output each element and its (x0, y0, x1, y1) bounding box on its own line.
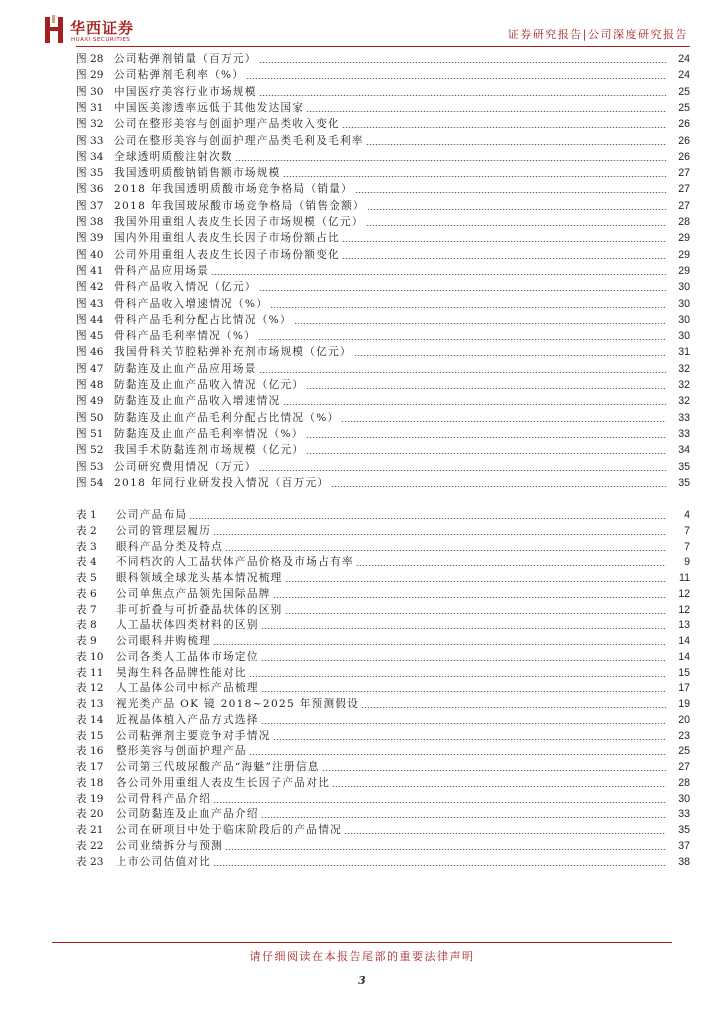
entry-page-number: 23 (678, 729, 690, 742)
dot-leader (366, 144, 666, 145)
entry-page-number: 30 (678, 330, 690, 343)
entry-label: 表 5 (76, 572, 97, 584)
figure-entry[interactable] (76, 116, 690, 132)
entry-label: 表 20 (76, 808, 104, 821)
figure-entry[interactable] (76, 214, 690, 230)
entry-title: 公司业绩拆分与预测 (116, 839, 224, 852)
table-entry[interactable] (76, 602, 690, 618)
entry-title: 公司粘弹剂销量（百万元） (114, 53, 257, 65)
table-entry[interactable] (76, 775, 690, 791)
entry-title: 公司产品布局 (116, 509, 188, 521)
entry-label: 图 42 (76, 281, 104, 294)
entry-page-number: 33 (678, 808, 690, 821)
entry-title: 公司在整形美容与创面护理产品类收入变化 (114, 118, 340, 131)
entry-label: 图 29 (76, 69, 104, 82)
entry-page-number: 26 (678, 150, 690, 163)
entry-page-number: 33 (678, 411, 690, 424)
entry-page-number: 4 (684, 509, 690, 521)
dot-leader (189, 518, 666, 519)
table-entry[interactable] (76, 806, 690, 822)
entry-label: 图 33 (76, 134, 104, 147)
entry-label: 图 34 (76, 150, 104, 163)
entry-page-number: 31 (678, 346, 690, 359)
entry-title: 全球透明质酸注射次数 (114, 150, 233, 163)
entry-title: 2018 年我国透明质酸市场竞争格局（销量） (114, 183, 354, 196)
table-entry[interactable] (76, 649, 690, 665)
dot-leader (246, 78, 666, 79)
entry-label: 图 28 (76, 53, 104, 65)
entry-title: 2018 年我国玻尿酸市场竞争格局（销售金额） (114, 199, 365, 212)
dot-leader (367, 209, 666, 210)
entry-page-number: 35 (678, 460, 690, 473)
entry-page-number: 7 (684, 540, 690, 553)
entry-label: 图 37 (76, 199, 104, 212)
entry-title: 人工晶体公司中标产品梳理 (116, 682, 259, 695)
entry-title: 我国手术防黏连剂市场规模（亿元） (114, 444, 305, 457)
dot-leader (261, 628, 666, 629)
dot-leader (213, 534, 666, 535)
entry-page-number: 9 (684, 556, 690, 569)
dot-leader (235, 160, 666, 161)
entry-label: 表 10 (76, 650, 104, 663)
entry-label: 图 41 (76, 264, 104, 277)
entry-page-number: 29 (678, 264, 690, 277)
entry-label: 表 2 (76, 524, 97, 537)
entry-label: 图 52 (76, 444, 104, 457)
entry-title: 公司单焦点产品领先国际品牌 (116, 587, 271, 600)
entry-label: 表 23 (76, 855, 104, 868)
entry-page-number: 25 (678, 85, 690, 98)
entry-label: 表 8 (76, 619, 97, 632)
entry-label: 图 30 (76, 85, 104, 98)
page-header (0, 0, 724, 52)
figure-entry[interactable] (76, 279, 690, 295)
dot-leader (283, 404, 666, 405)
dot-leader (283, 176, 666, 177)
table-entry[interactable] (76, 791, 690, 807)
entry-label: 表 15 (76, 729, 104, 742)
dot-leader (344, 833, 666, 834)
entry-page-number: 29 (678, 232, 690, 245)
table-entry[interactable] (76, 728, 690, 744)
dot-leader (306, 111, 666, 112)
table-entry[interactable] (76, 712, 690, 728)
company-logo (44, 15, 174, 49)
entry-title: 视光类产品 OK 镜 2018~2025 年预测假设 (116, 698, 360, 710)
entry-page-number: 35 (678, 824, 690, 836)
header-divider (76, 46, 690, 47)
entry-page-number: 32 (678, 379, 690, 391)
entry-label: 图 49 (76, 395, 104, 408)
figure-entry[interactable] (76, 100, 690, 116)
dot-leader (259, 95, 666, 96)
entry-title: 各公司外用重组人表皮生长因子产品对比 (116, 776, 331, 789)
entry-title: 骨科产品收入情况（亿元） (114, 281, 257, 294)
dot-leader (261, 817, 666, 818)
dot-leader (354, 355, 666, 356)
figure-entry[interactable] (76, 149, 690, 165)
dot-leader (294, 323, 666, 324)
entry-page-number: 27 (678, 167, 690, 180)
figure-entry[interactable] (76, 393, 690, 409)
entry-title: 近视晶体植入产品方式选择 (116, 713, 259, 726)
entry-label: 表 18 (76, 776, 104, 789)
table-entry[interactable] (76, 838, 690, 854)
entry-title: 防黏连及止血产品应用场景 (114, 362, 257, 375)
entry-page-number: 12 (678, 587, 690, 600)
entry-title: 公司研究费用情况（万元） (114, 460, 257, 473)
entry-label: 表 7 (76, 603, 97, 616)
entry-label: 表 4 (76, 556, 97, 569)
dot-leader (306, 453, 666, 454)
table-entry[interactable] (76, 680, 690, 696)
figure-entry[interactable] (76, 377, 690, 393)
dot-leader (259, 290, 666, 291)
entry-label: 表 13 (76, 698, 104, 710)
entry-title: 眼科产品分类及特点 (116, 540, 224, 553)
table-entry[interactable] (76, 633, 690, 649)
huaxi-logo-icon (44, 15, 66, 45)
entry-label: 图 31 (76, 101, 104, 114)
entry-title: 公司防黏连及止血产品介绍 (116, 808, 259, 821)
entry-label: 图 39 (76, 232, 104, 245)
dot-leader (355, 192, 666, 193)
entry-page-number: 32 (678, 362, 690, 375)
entry-label: 表 11 (76, 666, 104, 679)
dot-leader (249, 676, 666, 677)
entry-title: 整形美容与创面护理产品 (116, 745, 247, 758)
entry-label: 图 53 (76, 460, 104, 473)
dot-leader (259, 62, 666, 63)
entry-label: 表 12 (76, 682, 104, 695)
entry-label: 表 6 (76, 587, 97, 600)
entry-label: 表 9 (76, 635, 97, 647)
entry-label: 图 32 (76, 118, 104, 131)
dot-leader (342, 127, 666, 128)
entry-page-number: 7 (684, 524, 690, 537)
dot-leader (322, 770, 666, 771)
dot-leader (341, 421, 666, 422)
figure-entry[interactable] (76, 296, 690, 312)
entry-page-number: 35 (678, 476, 690, 489)
dot-leader (261, 660, 666, 661)
entry-title: 我国透明质酸钠销售额市场规模 (114, 167, 281, 180)
table-entry[interactable] (76, 507, 690, 523)
entry-label: 图 35 (76, 167, 104, 180)
entry-label: 图 44 (76, 313, 104, 326)
table-entry[interactable] (76, 822, 690, 838)
entry-title: 骨科产品收入增速情况（%） (114, 297, 269, 310)
dot-leader (366, 225, 666, 226)
table-entry[interactable] (76, 759, 690, 775)
figure-entry[interactable] (76, 230, 690, 246)
dot-leader (213, 865, 666, 866)
entry-page-number: 11 (679, 572, 690, 584)
entry-page-number: 29 (678, 248, 690, 261)
entry-title: 我国骨科关节腔粘弹补充剂市场规模（亿元） (114, 346, 352, 359)
dot-leader (342, 241, 666, 242)
dot-leader (273, 597, 666, 598)
report-type-label: 证券研究报告|公司深度研究报告 (507, 28, 688, 41)
dot-leader (261, 691, 666, 692)
entry-page-number: 38 (678, 855, 690, 868)
entry-label: 图 46 (76, 346, 104, 359)
table-entry[interactable] (76, 617, 690, 633)
logo-english-name: HUAXI SECURITIES (71, 37, 131, 43)
figure-entry[interactable] (76, 198, 690, 214)
dot-leader (273, 739, 666, 740)
entry-page-number: 26 (678, 134, 690, 147)
dot-leader (225, 849, 666, 850)
entry-title: 防黏连及止血产品收入增速情况 (114, 395, 281, 408)
table-entry[interactable] (76, 665, 690, 681)
entry-label: 表 22 (76, 839, 104, 852)
figure-entry[interactable] (76, 426, 690, 442)
entry-label: 表 14 (76, 713, 104, 726)
entry-label: 图 54 (76, 476, 104, 489)
entry-page-number: 28 (678, 776, 690, 789)
dot-leader (342, 258, 666, 259)
dot-leader (306, 388, 666, 389)
dot-leader (249, 754, 666, 755)
figure-entry[interactable] (76, 361, 690, 377)
entry-title: 骨科产品毛利分配占比情况（%） (114, 313, 292, 326)
entry-title: 国内外用重组人表皮生长因子市场份额占比 (114, 232, 340, 245)
entry-label: 表 3 (76, 540, 97, 553)
entry-title: 公司眼科并购梳理 (116, 635, 212, 647)
legal-notice: 请仔细阅读在本报告尾部的重要法律声明 (249, 950, 475, 963)
entry-title: 眼科领域全球龙头基本情况梳理 (116, 572, 283, 584)
entry-label: 图 38 (76, 216, 104, 228)
entry-title: 人工晶状体四类材料的区别 (116, 619, 259, 632)
entry-title: 中国医美渗透率远低于其他发达国家 (114, 101, 305, 114)
entry-page-number: 30 (678, 792, 690, 805)
footer-divider (52, 942, 672, 943)
figure-entry[interactable] (76, 84, 690, 100)
logo-chinese-name: 华西证券 (70, 19, 135, 37)
entry-page-number: 14 (678, 650, 690, 663)
entry-title: 骨科产品毛利率情况（%） (114, 330, 257, 343)
entry-title: 公司在整形美容与创面护理产品类毛利及毛利率 (114, 134, 364, 147)
entry-label: 图 45 (76, 330, 104, 343)
entry-page-number: 30 (678, 281, 690, 294)
figure-entry[interactable] (76, 165, 690, 181)
entry-label: 表 17 (76, 761, 104, 773)
entry-title: 2018 年同行业研发投入情况（百万元） (114, 476, 330, 489)
entry-title: 公司各类人工晶体市场定位 (116, 650, 259, 663)
figure-entry[interactable] (76, 459, 690, 475)
dot-leader (213, 644, 666, 645)
figure-entry[interactable] (76, 328, 690, 344)
dot-leader (270, 307, 666, 308)
entry-title: 公司外用重组人表皮生长因子市场份额变化 (114, 248, 340, 261)
figure-entry[interactable] (76, 442, 690, 458)
entry-label: 表 19 (76, 792, 104, 805)
dot-leader (213, 802, 666, 803)
dot-leader (285, 613, 666, 614)
dot-leader (361, 707, 666, 708)
entry-page-number: 33 (678, 427, 690, 440)
dot-leader (261, 723, 666, 724)
entry-label: 表 21 (76, 824, 104, 836)
dot-leader (258, 339, 666, 340)
entry-label: 表 1 (76, 509, 97, 521)
dot-leader (285, 581, 666, 582)
figure-entry[interactable] (76, 181, 690, 197)
figure-entry[interactable] (76, 475, 690, 491)
entry-title: 上市公司估值对比 (116, 855, 212, 868)
entry-label: 图 36 (76, 183, 104, 196)
table-entry[interactable] (76, 696, 690, 712)
entry-title: 公司的管理层履历 (116, 524, 212, 537)
figure-entry[interactable] (76, 133, 690, 149)
entry-page-number: 30 (678, 297, 690, 310)
entry-title: 骨科产品应用场景 (114, 264, 210, 277)
figure-entry[interactable] (76, 410, 690, 426)
entry-page-number: 15 (678, 666, 690, 679)
dot-leader (211, 274, 666, 275)
entry-page-number: 14 (678, 635, 690, 647)
entry-title: 中国医疗美容行业市场规模 (114, 85, 257, 98)
figure-entry[interactable] (76, 247, 690, 263)
entry-page-number: 20 (678, 713, 690, 726)
entry-page-number: 24 (678, 53, 690, 65)
figure-entry[interactable] (76, 67, 690, 83)
table-entry[interactable] (76, 523, 690, 539)
entry-page-number: 27 (678, 183, 690, 196)
dot-leader (306, 437, 666, 438)
entry-title: 防黏连及止血产品毛利率情况（%） (114, 427, 304, 440)
figure-entry[interactable] (76, 344, 690, 360)
entry-label: 图 51 (76, 427, 104, 440)
entry-title: 公司第三代玻尿酸产品“海魅”注册信息 (116, 761, 320, 773)
entry-page-number: 17 (678, 682, 690, 695)
entry-page-number: 28 (678, 216, 690, 228)
entry-page-number: 30 (678, 313, 690, 326)
entry-title: 公司粘弹剂主要竞争对手情况 (116, 729, 271, 742)
dot-leader (331, 486, 666, 487)
dot-leader (332, 786, 666, 787)
entry-page-number: 25 (678, 101, 690, 114)
entry-page-number: 32 (678, 395, 690, 408)
dot-leader (259, 372, 666, 373)
entry-title: 公司在研项目中处于临床阶段后的产品情况 (116, 824, 342, 836)
entry-page-number: 37 (678, 839, 690, 852)
entry-title: 昊海生科各品牌性能对比 (116, 666, 247, 679)
entry-label: 图 47 (76, 362, 104, 375)
entry-label: 图 40 (76, 248, 104, 261)
entry-page-number: 34 (678, 444, 690, 457)
dot-leader (225, 550, 666, 551)
table-entry[interactable] (76, 743, 690, 759)
entry-page-number: 24 (678, 69, 690, 82)
entry-title: 我国外用重组人表皮生长因子市场规模（亿元） (114, 216, 364, 228)
page-number: 3 (358, 974, 366, 987)
figure-entry[interactable] (76, 263, 690, 279)
figure-entry[interactable] (76, 51, 690, 67)
table-entry[interactable] (76, 539, 690, 555)
entry-page-number: 25 (678, 745, 690, 758)
entry-label: 图 48 (76, 379, 104, 391)
entry-page-number: 26 (678, 118, 690, 131)
entry-page-number: 27 (678, 761, 690, 773)
entry-title: 公司骨科产品介绍 (116, 792, 212, 805)
entry-page-number: 12 (678, 603, 690, 616)
figure-entry[interactable] (76, 312, 690, 328)
entry-label: 图 50 (76, 411, 104, 424)
entry-page-number: 19 (678, 698, 690, 710)
entry-title: 公司粘弹剂毛利率（%） (114, 69, 245, 82)
dot-leader (259, 470, 666, 471)
entry-page-number: 27 (678, 199, 690, 212)
entry-title: 防黏连及止血产品收入情况（亿元） (114, 379, 305, 391)
dot-leader (356, 565, 666, 566)
entry-page-number: 13 (678, 619, 690, 632)
entry-title: 防黏连及止血产品毛利分配占比情况（%） (114, 411, 340, 424)
table-entry[interactable] (76, 854, 690, 870)
entry-title: 非可折叠与可折叠晶状体的区别 (116, 603, 283, 616)
table-entry[interactable] (76, 570, 690, 586)
entry-label: 表 16 (76, 745, 104, 758)
table-entry[interactable] (76, 586, 690, 602)
entry-label: 图 43 (76, 297, 104, 310)
entry-title: 不同档次的人工晶状体产品价格及市场占有率 (116, 556, 354, 569)
table-entry[interactable] (76, 554, 690, 570)
